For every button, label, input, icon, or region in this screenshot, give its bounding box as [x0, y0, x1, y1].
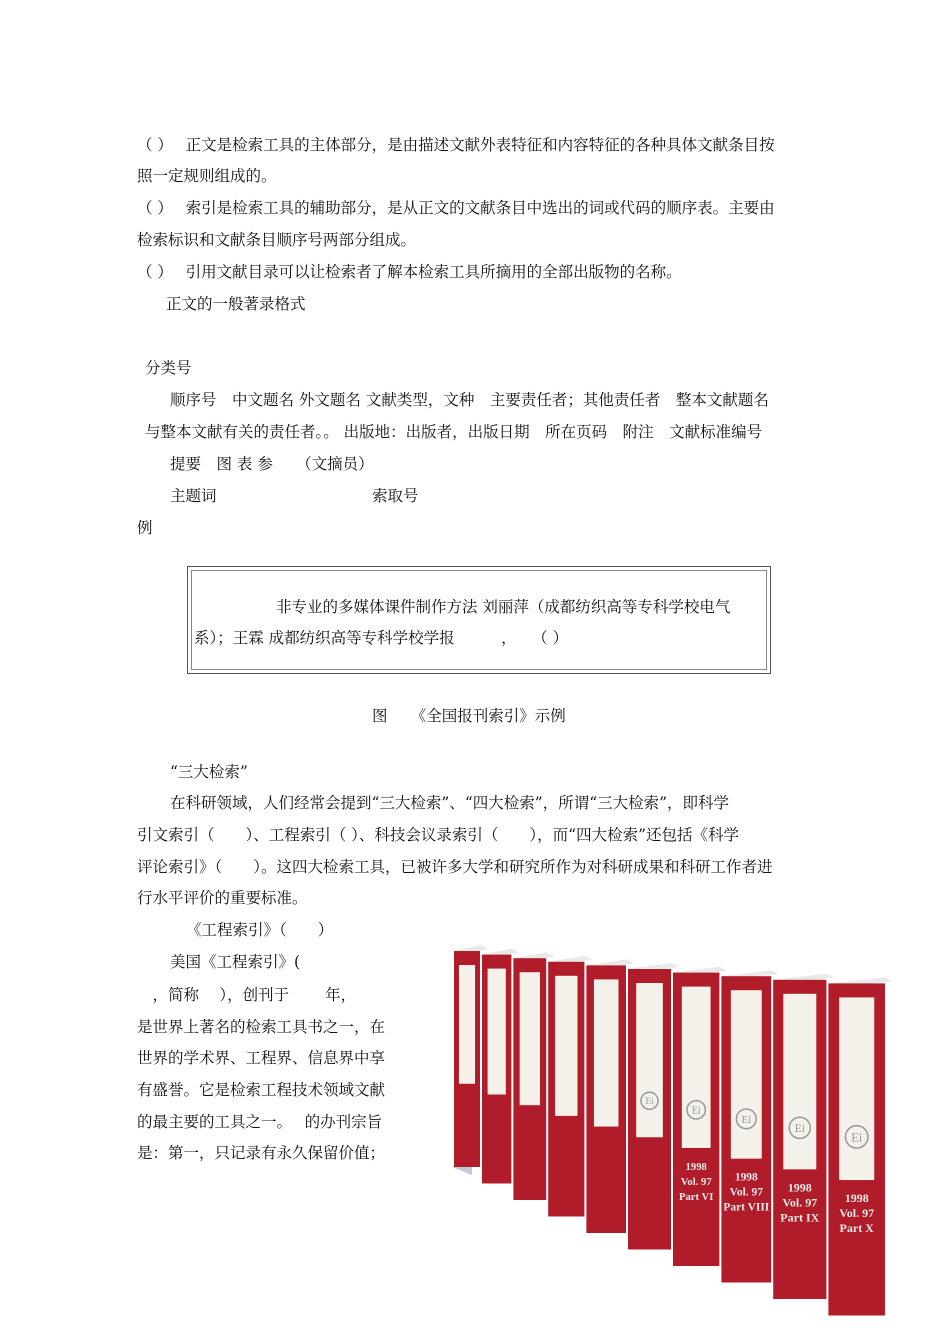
example-box-line-2: 系）；王霖 成都纺织高等专科学校学报 ， （ ） [194, 629, 569, 647]
book-volume-8 [721, 970, 779, 1282]
three-indexes-line-2: 引文索引（ ）、工程索引（ ）、科技会议录索引（ ），而“四大检索”还包括《科学 [137, 826, 740, 844]
ei-books-illustration [450, 935, 945, 1340]
three-indexes-line-4: 行水平评价的重要标准。 [137, 889, 308, 907]
example-box-line-1: 非专业的多媒体课件制作方法 刘丽萍（成都纺织高等专科学校电气 [276, 598, 731, 616]
format-subject-words: 主题词 [170, 487, 217, 505]
ei-line-1: 美国《工程索引》( [170, 953, 301, 971]
format-row-2: 与整本文献有关的责任者。。 出版地：出版者，出版日期 所在页码 附注 文献标准编号 [145, 423, 763, 441]
ei-line-4: 世界的学术界、工程界、信息界中享 [137, 1049, 386, 1067]
spine-label [459, 965, 475, 1084]
book-volume-5 [586, 959, 634, 1233]
spine-text: 1998 [734, 1171, 758, 1184]
spine-text: Part X [839, 1221, 874, 1236]
spine-text: 1998 [844, 1191, 869, 1206]
example-label: 例 [137, 519, 153, 537]
book-volume-7 [673, 967, 727, 1266]
three-indexes-heading: “三大检索” [170, 763, 248, 781]
spine-label [839, 997, 874, 1180]
ei-line-2: ，简称 ），创刊于 年， [137, 986, 357, 1004]
spine-label [520, 972, 540, 1105]
para-index-line-1: （ ） 索引是检索工具的辅助部分，是从正文的文献条目中选出的词或代码的顺序表。主要由 [137, 199, 775, 217]
spine-text: Vol. 97 [839, 1206, 875, 1221]
ei-line-6: 的最主要的工具之一。 的办刊宗旨 [137, 1113, 383, 1131]
three-indexes-line-1: 在科研领域，人们经常会提到“三大检索”、“四大检索”，所谓“三大检索”，即科学 [170, 794, 730, 812]
spine-label [731, 990, 762, 1158]
para-citation-line: （ ） 引用文献目录可以让检索者了解本检索工具所摘用的全部出版物的名称。 [137, 263, 682, 281]
spine-text: 1998 [787, 1180, 812, 1195]
book-volume-4 [548, 956, 592, 1217]
format-call-number: 索取号 [372, 487, 419, 505]
spine-text: Vol. 97 [680, 1175, 712, 1188]
para-main-text-line-1: （ ） 正文是检索工具的主体部分，是由描述文献外表特征和内容特征的各种具体文献条目按 [137, 136, 775, 154]
format-class-no: 分类号 [145, 359, 192, 377]
example-box-inner-border [191, 570, 767, 670]
book-volume-6 [628, 963, 679, 1250]
spine-label [594, 979, 619, 1126]
figure-caption: 图 《全国报刊索引》示例 [372, 707, 566, 725]
spine-text: 1998 [685, 1160, 707, 1173]
three-indexes-line-3: 评论索引》（ ）。这四大检索工具，已被许多大学和研究所作为对科研成果和科研工作者进 [137, 858, 773, 876]
book-volume-10 [828, 977, 893, 1315]
book-volume-9 [773, 974, 834, 1299]
spine-text: Part IX [780, 1210, 820, 1225]
ei-line-3: 是世界上著名的检索工具书之一，在 [137, 1018, 386, 1036]
ei-heading: 《工程索引》（ ） [186, 921, 334, 939]
ei-line-5: 有盛誉。它是检索工程技术领域文献 [137, 1081, 386, 1099]
ei-logo-text: Ei [691, 1105, 701, 1117]
spine-label [488, 969, 506, 1095]
ei-logo-text: Ei [794, 1122, 805, 1136]
para-index-line-2: 检索标识和文献条目顺序号两部分组成。 [137, 231, 417, 249]
format-row-1: 顺序号 中文题名 外文题名 文献类型，文种 主要责任者；其他责任者 整本文献题名 [170, 391, 769, 409]
format-heading: 正文的一般著录格式 [166, 295, 306, 313]
ei-logo-text: Ei [645, 1097, 654, 1108]
spine-text: Part VIII [723, 1201, 770, 1214]
example-box [187, 566, 771, 674]
spine-text: Part VI [678, 1190, 714, 1203]
format-row-3: 提要 图 表 参 （文摘员） [170, 455, 374, 473]
ei-books-photo [450, 935, 945, 1340]
book-volume-3 [513, 952, 554, 1200]
spine-label [682, 987, 711, 1148]
ei-logo-text: Ei [741, 1113, 752, 1126]
ei-line-7: 是：第一，只记录有永久保留价值； [137, 1144, 386, 1162]
spine-text: Vol. 97 [729, 1186, 763, 1199]
spine-text: Vol. 97 [782, 1195, 818, 1210]
para-main-text-line-2: 照一定规则组成的。 [137, 167, 277, 185]
spine-label [783, 994, 816, 1170]
spine-label [555, 976, 577, 1116]
ei-logo-text: Ei [851, 1130, 863, 1145]
spine-label [636, 983, 663, 1137]
